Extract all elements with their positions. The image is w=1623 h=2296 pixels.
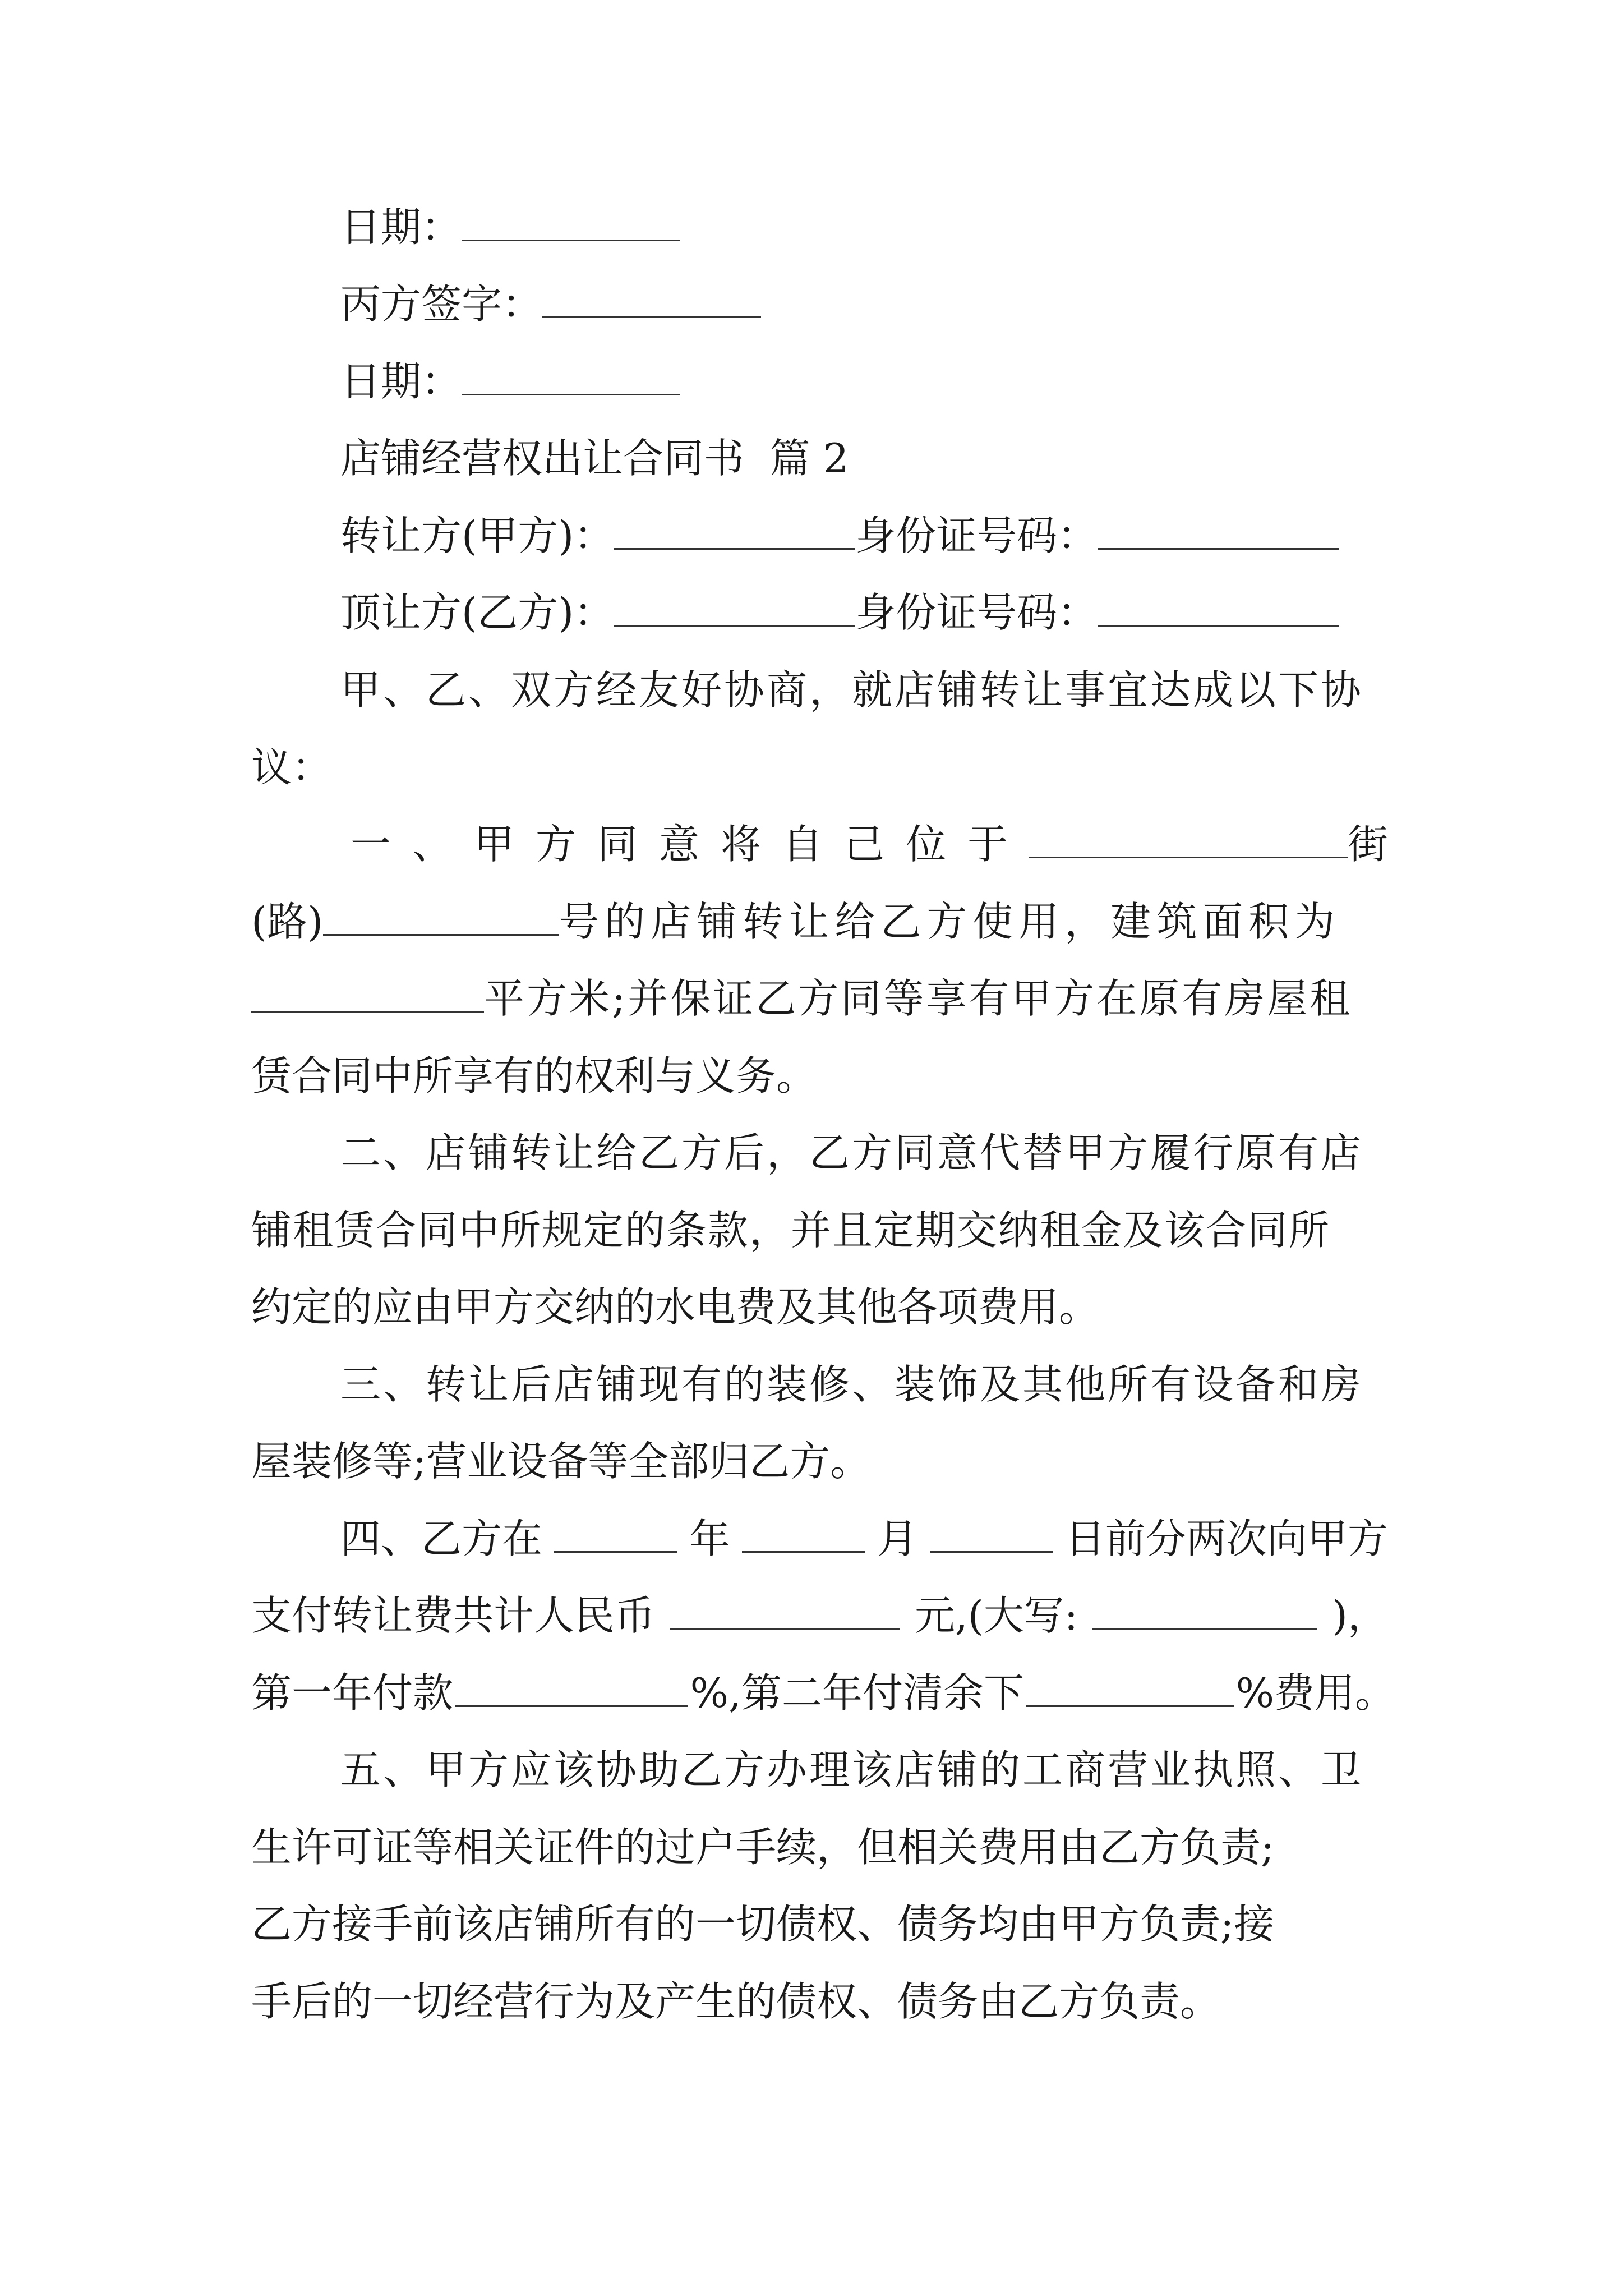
clause-4-text: 日前分两次向甲方 bbox=[1064, 1515, 1388, 1562]
transferor-label: 转让方(甲方)： bbox=[340, 512, 615, 559]
clause-5-line: 乙方接手前该店铺所有的一切债权、债务均由甲方负责;接 bbox=[251, 1901, 1275, 1948]
amount-blank[interactable] bbox=[670, 1589, 900, 1630]
clause-4-text: %费用。 bbox=[1235, 1669, 1395, 1717]
date-line-2 bbox=[340, 353, 680, 409]
clause-2-line: 二、店铺转让给乙方后，乙方同意代替甲方履行原有店 bbox=[340, 1129, 1364, 1176]
contract-title: 店铺经营权出让合同书 篇 2 bbox=[340, 435, 849, 482]
transferor-line bbox=[340, 508, 1339, 564]
clause-4-line bbox=[251, 1665, 1395, 1721]
clause-4-text: 四、乙方在 bbox=[340, 1515, 543, 1562]
clause-4-text: 支付转让费共计人民币 bbox=[251, 1592, 656, 1639]
party-c-signature-line bbox=[340, 276, 761, 332]
day-blank[interactable] bbox=[930, 1512, 1053, 1553]
clause-1-line bbox=[251, 970, 1352, 1027]
date-blank[interactable] bbox=[462, 355, 680, 395]
transferee-line bbox=[340, 585, 1339, 641]
clause-4-text: )， bbox=[1331, 1592, 1388, 1639]
year-label: 年 bbox=[689, 1515, 730, 1562]
year-blank[interactable] bbox=[554, 1512, 677, 1553]
party-c-signature-blank[interactable] bbox=[542, 277, 761, 318]
party-c-signature-label: 丙方签字： bbox=[340, 280, 543, 328]
transferor-name-blank[interactable] bbox=[614, 509, 855, 550]
date-label: 日期： bbox=[340, 358, 462, 405]
clause-5-line: 手后的一切经营行为及产生的债权、债务由乙方负责。 bbox=[251, 1978, 1221, 2025]
clause-1-text: 一、甲方同意将自己位于 bbox=[351, 821, 1030, 868]
transferee-label: 顶让方(乙方)： bbox=[340, 589, 615, 636]
area-blank[interactable] bbox=[251, 972, 484, 1013]
street-blank[interactable] bbox=[1029, 817, 1348, 858]
transferor-id-blank[interactable] bbox=[1098, 509, 1339, 550]
clause-1-text: 号的店铺转让给乙方使用，建筑面积为 bbox=[559, 898, 1341, 945]
road-label: (路) bbox=[251, 898, 324, 945]
month-label: 月 bbox=[877, 1515, 918, 1562]
amount-capital-blank[interactable] bbox=[1092, 1589, 1317, 1630]
transferee-name-blank[interactable] bbox=[614, 586, 855, 627]
clause-1-text: 平方米;并保证乙方同等享有甲方在原有房屋租 bbox=[484, 975, 1353, 1022]
clause-4-text: %,第二年付清余下 bbox=[690, 1669, 1024, 1717]
clause-1-line: 赁合同中所享有的权利与义务。 bbox=[251, 1052, 817, 1099]
id-number-label: 身份证号码： bbox=[855, 512, 1098, 559]
clause-3-line: 屋装修等;营业设备等全部归乙方。 bbox=[251, 1438, 871, 1485]
clause-4-line bbox=[251, 1588, 1388, 1644]
clause-4-text: 第一年付款 bbox=[251, 1669, 454, 1717]
clause-1-line bbox=[351, 816, 1388, 872]
id-number-label: 身份证号码： bbox=[855, 589, 1098, 636]
house-number-blank[interactable] bbox=[323, 895, 559, 936]
month-blank[interactable] bbox=[742, 1512, 865, 1553]
clause-5-line: 五、甲方应该协助乙方办理该店铺的工商营业执照、卫 bbox=[340, 1746, 1364, 1793]
clause-5-line: 生许可证等相关证件的过户手续，但相关费用由乙方负责; bbox=[251, 1824, 1275, 1871]
amount-unit-label: 元,(大写: bbox=[914, 1592, 1078, 1639]
clause-1-line bbox=[251, 894, 1340, 950]
clause-2-line: 约定的应由甲方交纳的水电费及其他各项费用。 bbox=[251, 1283, 1100, 1331]
street-label: 街 bbox=[1347, 821, 1388, 868]
date-line-1 bbox=[340, 199, 680, 255]
paragraph-intro-line: 甲、乙、双方经友好协商，就店铺转让事宜达成以下协 bbox=[340, 666, 1364, 714]
date-blank[interactable] bbox=[462, 200, 680, 241]
paragraph-intro-line: 议： bbox=[251, 744, 333, 791]
clause-3-line: 三、转让后店铺现有的装修、装饰及其他所有设备和房 bbox=[340, 1361, 1364, 1408]
clause-2-line: 铺租赁合同中所规定的条款，并且定期交纳租金及该合同所 bbox=[251, 1207, 1331, 1254]
clause-4-line bbox=[340, 1511, 1388, 1567]
first-year-percent-blank[interactable] bbox=[455, 1666, 688, 1707]
second-year-percent-blank[interactable] bbox=[1026, 1666, 1234, 1707]
transferee-id-blank[interactable] bbox=[1098, 586, 1339, 627]
date-label: 日期： bbox=[340, 204, 462, 251]
